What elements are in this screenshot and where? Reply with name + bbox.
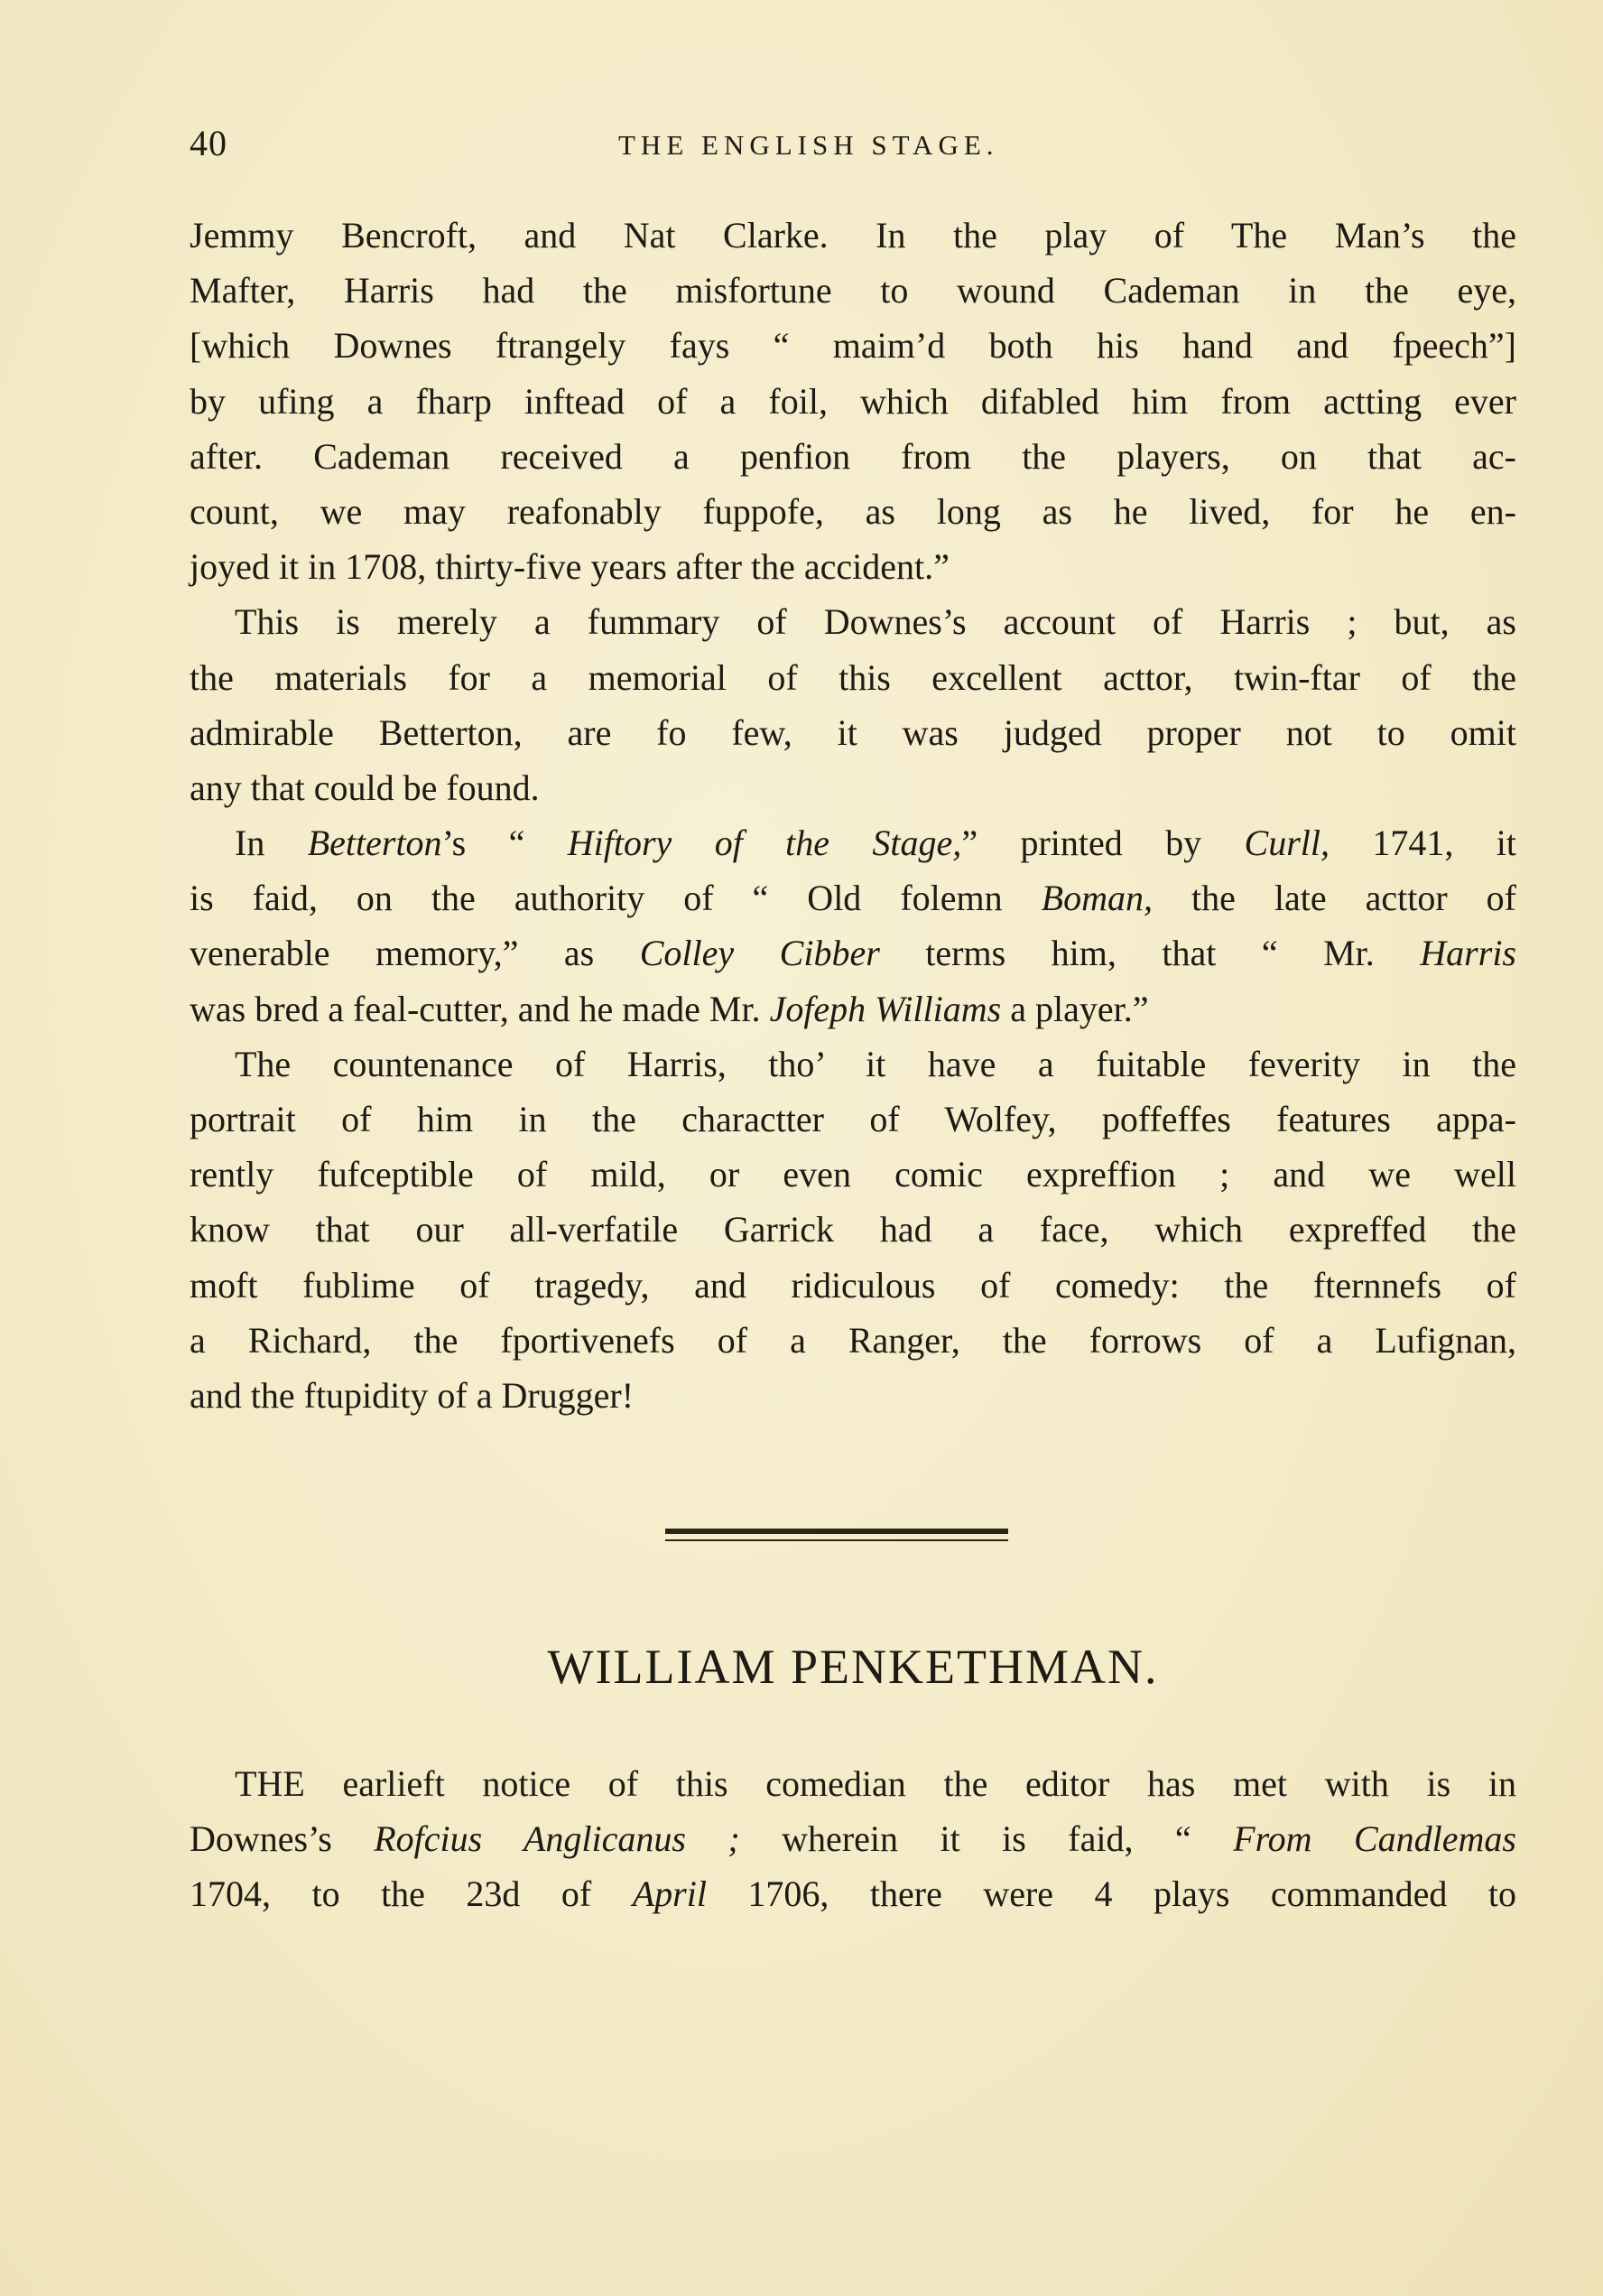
text-line: admirable Betterton, are fo few, it was judged proper not to omit [190,711,1516,753]
text-line: after. Cademan received a penfion from the players, on that ac- [190,435,1516,477]
text-line [190,981,1516,1036]
text-line: count, we may reafonably fuppofe, as long as he lived, for he en- [190,490,1516,532]
italic-text: Jofeph Williams [769,988,1002,1029]
text-line: The countenance of Harris, tho’ it have a fuitable feverity in the [235,1043,1516,1084]
text-line: joyed it in 1708, thirty-five years after the accident.” [190,546,950,588]
text-line: [which Downes ftrangely fays “ maim’d both his hand and fpeech”] [190,325,1516,367]
text-span: is faid, on the authority of “ Old folemn [190,878,1042,919]
text-line [190,815,1516,870]
section-title: WILLIAM PENKETHMAN. [547,1640,1159,1694]
section-divider-thick [665,1529,1008,1534]
body-text-upper [190,208,1516,1423]
text-line: portrait of him in the charactter of Wolfey, poffeffes features appa- [190,1099,1516,1139]
text-line [190,925,1516,981]
text-line [190,1811,1516,1866]
text-line [190,870,1516,925]
text-span: a player.” [1001,988,1149,1029]
text-line: rently fufceptible of mild, or even comic expreffion ; and we well [190,1154,1516,1195]
italic-text: Hiftory of the Stage, [567,823,962,864]
text-line: THE earlieft notice of this comedian the editor has met with is in [235,1763,1516,1804]
text-line: know that our all-verfatile Garrick had a face, which expreffed the [190,1209,1516,1250]
italic-text: Curll, [1244,823,1330,864]
text-span: 1704, to the 23d of [190,1873,633,1915]
section-divider-thin [665,1539,1008,1541]
page-number: 40 [190,123,227,163]
italic-text: From Candlemas [1233,1818,1516,1860]
italic-text: Betterton [307,823,442,864]
running-head: THE ENGLISH STAGE. [618,129,999,161]
italic-text: Harris [1420,933,1516,974]
text-span: Downes’s [190,1818,375,1860]
text-span: was bred a feal-cutter, and he made Mr. [190,988,770,1029]
italic-text: April [632,1873,707,1915]
text-span: wherein it is faid, “ [739,1818,1234,1860]
text-line: and the ftupidity of a Drugger! [190,1374,635,1416]
text-span: venerable memory,” as [190,933,640,974]
text-span: 1741, it [1330,823,1516,864]
text-span: terms him, that “ Mr. [879,933,1421,974]
text-line: moft fublime of tragedy, and ridiculous of comedy: the fternnefs of [190,1264,1516,1306]
text-span: the late acttor of [1152,878,1516,919]
text-span: ’s “ [441,823,568,864]
text-line: the materials for a memorial of this excellent acttor, twin-ftar of the [190,656,1516,698]
text-span: In [235,823,308,864]
text-line: by ufing a fharp inftead of a foil, which difabled him from actting ever [190,380,1516,422]
text-line: a Richard, the fportivenefs of a Ranger, the forrows of a Lufignan, [190,1319,1516,1361]
italic-text: Boman, [1041,878,1153,919]
text-span: ” printed by [961,823,1245,864]
text-line [190,1866,1516,1921]
text-line: any that could be found. [190,767,540,808]
text-line: This is merely a fummary of Downes’s account of Harris ; but, as [235,601,1516,643]
text-span: 1706, there were 4 plays commanded to [706,1873,1516,1915]
italic-text: Colley Cibber [639,933,880,974]
body-text-lower [190,1756,1516,1922]
page-header [190,122,1516,176]
text-line: Jemmy Bencroft, and Nat Clarke. In the play of The Man’s the [190,215,1516,256]
text-line: Mafter, Harris had the misfortune to wound Cademan in the eye, [190,270,1516,311]
italic-text: Rofcius Anglicanus ; [374,1818,740,1860]
